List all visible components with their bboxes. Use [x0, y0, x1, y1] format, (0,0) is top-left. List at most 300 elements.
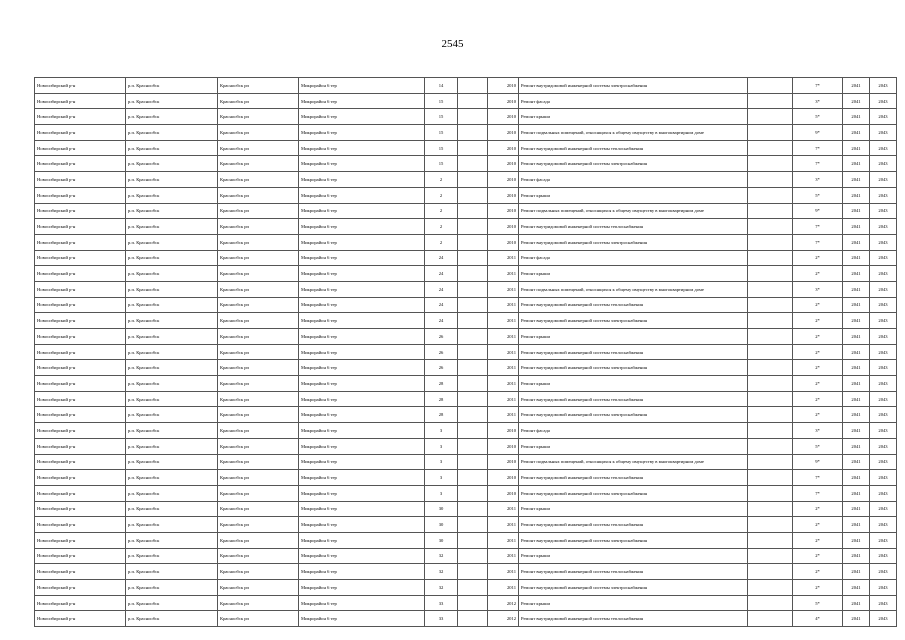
house-number-cell: 24: [425, 297, 458, 313]
locality-cell: Краснообск рп: [218, 580, 299, 596]
table-row: [35, 501, 897, 517]
period-cell: 9*: [793, 454, 843, 470]
work-type-cell: Ремонт крыши: [519, 109, 748, 125]
district-cell: Новосибирский р-н: [35, 266, 126, 282]
street-cell: Микрорайон 6 тер: [299, 313, 425, 329]
house-number-cell: 15: [425, 93, 458, 109]
work-type-cell: Ремонт внутридомовой инженерной системы теплоснабжения: [519, 344, 748, 360]
work-type-cell: Ремонт внутридомовой инженерной системы электроснабжения: [519, 532, 748, 548]
district-cell: Новосибирский р-н: [35, 234, 126, 250]
work-type-cell: Ремонт внутридомовой инженерной системы теплоснабжения: [519, 391, 748, 407]
start-year-cell: 2041: [843, 125, 870, 141]
district-cell: Новосибирский р-н: [35, 93, 126, 109]
building-cell: [458, 454, 488, 470]
building-cell: [458, 407, 488, 423]
district-cell: Новосибирский р-н: [35, 391, 126, 407]
table-row: [35, 344, 897, 360]
blank-cell: [748, 203, 793, 219]
settlement-cell: р.п. Краснообск: [126, 109, 218, 125]
work-type-cell: Ремонт внутридомовой инженерной системы теплоснабжения: [519, 219, 748, 235]
end-year-cell: 2043: [870, 172, 897, 188]
settlement-cell: р.п. Краснообск: [126, 532, 218, 548]
start-year-cell: 2041: [843, 329, 870, 345]
year-cell: 2011: [488, 360, 519, 376]
house-number-cell: 24: [425, 266, 458, 282]
street-cell: Микрорайон 6 тер: [299, 595, 425, 611]
start-year-cell: 2041: [843, 391, 870, 407]
end-year-cell: 2043: [870, 611, 897, 627]
start-year-cell: 2041: [843, 501, 870, 517]
district-cell: Новосибирский р-н: [35, 203, 126, 219]
table-row: [35, 281, 897, 297]
house-number-cell: 3: [425, 485, 458, 501]
period-cell: 9*: [793, 203, 843, 219]
district-cell: Новосибирский р-н: [35, 109, 126, 125]
street-cell: Микрорайон 6 тер: [299, 281, 425, 297]
table-row: [35, 548, 897, 564]
table-row: [35, 140, 897, 156]
street-cell: Микрорайон 6 тер: [299, 470, 425, 486]
year-cell: 2011: [488, 297, 519, 313]
period-cell: 7*: [793, 156, 843, 172]
district-cell: Новосибирский р-н: [35, 611, 126, 627]
district-cell: Новосибирский р-н: [35, 501, 126, 517]
building-cell: [458, 438, 488, 454]
start-year-cell: 2041: [843, 172, 870, 188]
period-cell: 7*: [793, 78, 843, 94]
street-cell: Микрорайон 6 тер: [299, 125, 425, 141]
settlement-cell: р.п. Краснообск: [126, 281, 218, 297]
year-cell: 2010: [488, 125, 519, 141]
work-type-cell: Ремонт крыши: [519, 266, 748, 282]
end-year-cell: 2043: [870, 329, 897, 345]
end-year-cell: 2043: [870, 438, 897, 454]
street-cell: Микрорайон 6 тер: [299, 234, 425, 250]
house-number-cell: 3: [425, 423, 458, 439]
settlement-cell: р.п. Краснообск: [126, 297, 218, 313]
blank-cell: [748, 140, 793, 156]
district-cell: Новосибирский р-н: [35, 281, 126, 297]
end-year-cell: 2043: [870, 219, 897, 235]
period-cell: 2*: [793, 360, 843, 376]
work-type-cell: Ремонт внутридомовой инженерной системы теплоснабжения: [519, 611, 748, 627]
locality-cell: Краснообск рп: [218, 281, 299, 297]
table-row: [35, 93, 897, 109]
locality-cell: Краснообск рп: [218, 485, 299, 501]
work-type-cell: Ремонт внутридомовой инженерной системы электроснабжения: [519, 156, 748, 172]
locality-cell: Краснообск рп: [218, 313, 299, 329]
house-number-cell: 15: [425, 140, 458, 156]
period-cell: 2*: [793, 313, 843, 329]
start-year-cell: 2041: [843, 266, 870, 282]
house-number-cell: 30: [425, 501, 458, 517]
settlement-cell: р.п. Краснообск: [126, 564, 218, 580]
building-cell: [458, 595, 488, 611]
work-type-cell: Ремонт крыши: [519, 501, 748, 517]
blank-cell: [748, 595, 793, 611]
blank-cell: [748, 580, 793, 596]
street-cell: Микрорайон 6 тер: [299, 376, 425, 392]
building-cell: [458, 266, 488, 282]
district-cell: Новосибирский р-н: [35, 172, 126, 188]
settlement-cell: р.п. Краснообск: [126, 125, 218, 141]
building-cell: [458, 580, 488, 596]
blank-cell: [748, 564, 793, 580]
settlement-cell: р.п. Краснообск: [126, 517, 218, 533]
locality-cell: Краснообск рп: [218, 172, 299, 188]
start-year-cell: 2041: [843, 595, 870, 611]
end-year-cell: 2043: [870, 281, 897, 297]
district-cell: Новосибирский р-н: [35, 313, 126, 329]
house-number-cell: 32: [425, 548, 458, 564]
settlement-cell: р.п. Краснообск: [126, 187, 218, 203]
street-cell: Микрорайон 6 тер: [299, 485, 425, 501]
building-cell: [458, 234, 488, 250]
building-cell: [458, 313, 488, 329]
work-type-cell: Ремонт крыши: [519, 376, 748, 392]
locality-cell: Краснообск рп: [218, 611, 299, 627]
locality-cell: Краснообск рп: [218, 517, 299, 533]
building-cell: [458, 391, 488, 407]
period-cell: 2*: [793, 580, 843, 596]
end-year-cell: 2043: [870, 360, 897, 376]
house-number-cell: 14: [425, 78, 458, 94]
settlement-cell: р.п. Краснообск: [126, 78, 218, 94]
table-row: [35, 391, 897, 407]
work-type-cell: Ремонт внутридомовой инженерной системы электроснабжения: [519, 407, 748, 423]
building-cell: [458, 564, 488, 580]
blank-cell: [748, 234, 793, 250]
year-cell: 2010: [488, 109, 519, 125]
table-row: [35, 485, 897, 501]
year-cell: 2012: [488, 611, 519, 627]
blank-cell: [748, 470, 793, 486]
end-year-cell: 2043: [870, 564, 897, 580]
building-cell: [458, 281, 488, 297]
street-cell: Микрорайон 6 тер: [299, 501, 425, 517]
table-row: [35, 470, 897, 486]
blank-cell: [748, 329, 793, 345]
table-row: [35, 360, 897, 376]
year-cell: 2010: [488, 93, 519, 109]
table-row: [35, 313, 897, 329]
building-cell: [458, 376, 488, 392]
work-type-cell: Ремонт внутридомовой инженерной системы электроснабжения: [519, 485, 748, 501]
blank-cell: [748, 172, 793, 188]
period-cell: 5*: [793, 109, 843, 125]
settlement-cell: р.п. Краснообск: [126, 548, 218, 564]
building-cell: [458, 78, 488, 94]
building-cell: [458, 219, 488, 235]
period-cell: 7*: [793, 470, 843, 486]
street-cell: Микрорайон 6 тер: [299, 391, 425, 407]
end-year-cell: 2043: [870, 125, 897, 141]
table-row: [35, 517, 897, 533]
district-cell: Новосибирский р-н: [35, 156, 126, 172]
locality-cell: Краснообск рп: [218, 234, 299, 250]
settlement-cell: р.п. Краснообск: [126, 438, 218, 454]
settlement-cell: р.п. Краснообск: [126, 344, 218, 360]
settlement-cell: р.п. Краснообск: [126, 580, 218, 596]
building-cell: [458, 172, 488, 188]
street-cell: Микрорайон 6 тер: [299, 564, 425, 580]
house-number-cell: 24: [425, 313, 458, 329]
period-cell: 5*: [793, 438, 843, 454]
blank-cell: [748, 281, 793, 297]
locality-cell: Краснообск рп: [218, 93, 299, 109]
house-number-cell: 33: [425, 595, 458, 611]
table-row: [35, 580, 897, 596]
table-row: [35, 250, 897, 266]
district-cell: Новосибирский р-н: [35, 438, 126, 454]
work-type-cell: Ремонт подвальных помещений, относящихся к общему имуществу в многоквартирном доме: [519, 125, 748, 141]
blank-cell: [748, 548, 793, 564]
locality-cell: Краснообск рп: [218, 125, 299, 141]
end-year-cell: 2043: [870, 517, 897, 533]
repair-schedule-table: [34, 77, 897, 627]
period-cell: 3*: [793, 281, 843, 297]
settlement-cell: р.п. Краснообск: [126, 234, 218, 250]
street-cell: Микрорайон 6 тер: [299, 407, 425, 423]
street-cell: Микрорайон 6 тер: [299, 438, 425, 454]
year-cell: 2010: [488, 78, 519, 94]
blank-cell: [748, 501, 793, 517]
street-cell: Микрорайон 6 тер: [299, 297, 425, 313]
settlement-cell: р.п. Краснообск: [126, 595, 218, 611]
end-year-cell: 2043: [870, 391, 897, 407]
start-year-cell: 2041: [843, 203, 870, 219]
house-number-cell: 2: [425, 187, 458, 203]
work-type-cell: Ремонт внутридомовой инженерной системы теплоснабжения: [519, 564, 748, 580]
table-row: [35, 611, 897, 627]
blank-cell: [748, 297, 793, 313]
house-number-cell: 26: [425, 344, 458, 360]
end-year-cell: 2043: [870, 109, 897, 125]
end-year-cell: 2043: [870, 595, 897, 611]
building-cell: [458, 156, 488, 172]
work-type-cell: Ремонт внутридомовой инженерной системы теплоснабжения: [519, 297, 748, 313]
table-row: [35, 125, 897, 141]
house-number-cell: 2: [425, 172, 458, 188]
street-cell: Микрорайон 6 тер: [299, 140, 425, 156]
start-year-cell: 2041: [843, 250, 870, 266]
street-cell: Микрорайон 6 тер: [299, 203, 425, 219]
page-number: 2545: [441, 38, 464, 50]
district-cell: Новосибирский р-н: [35, 454, 126, 470]
settlement-cell: р.п. Краснообск: [126, 485, 218, 501]
house-number-cell: 28: [425, 391, 458, 407]
district-cell: Новосибирский р-н: [35, 297, 126, 313]
street-cell: Микрорайон 6 тер: [299, 109, 425, 125]
settlement-cell: р.п. Краснообск: [126, 266, 218, 282]
settlement-cell: р.п. Краснообск: [126, 313, 218, 329]
year-cell: 2010: [488, 423, 519, 439]
house-number-cell: 3: [425, 454, 458, 470]
year-cell: 2011: [488, 266, 519, 282]
locality-cell: Краснообск рп: [218, 360, 299, 376]
district-cell: Новосибирский р-н: [35, 564, 126, 580]
building-cell: [458, 93, 488, 109]
table-row: [35, 407, 897, 423]
table-row: [35, 329, 897, 345]
end-year-cell: 2043: [870, 344, 897, 360]
work-type-cell: Ремонт внутридомовой инженерной системы электроснабжения: [519, 360, 748, 376]
year-cell: 2011: [488, 376, 519, 392]
blank-cell: [748, 360, 793, 376]
street-cell: Микрорайон 6 тер: [299, 532, 425, 548]
blank-cell: [748, 517, 793, 533]
work-type-cell: Ремонт внутридомовой инженерной системы теплоснабжения: [519, 140, 748, 156]
work-type-cell: Ремонт внутридомовой инженерной системы электроснабжения: [519, 313, 748, 329]
period-cell: 7*: [793, 485, 843, 501]
period-cell: 7*: [793, 140, 843, 156]
start-year-cell: 2041: [843, 423, 870, 439]
building-cell: [458, 203, 488, 219]
start-year-cell: 2041: [843, 548, 870, 564]
end-year-cell: 2043: [870, 376, 897, 392]
settlement-cell: р.п. Краснообск: [126, 93, 218, 109]
blank-cell: [748, 423, 793, 439]
locality-cell: Краснообск рп: [218, 297, 299, 313]
street-cell: Микрорайон 6 тер: [299, 187, 425, 203]
blank-cell: [748, 313, 793, 329]
house-number-cell: 26: [425, 329, 458, 345]
settlement-cell: р.п. Краснообск: [126, 470, 218, 486]
district-cell: Новосибирский р-н: [35, 219, 126, 235]
start-year-cell: 2041: [843, 219, 870, 235]
settlement-cell: р.п. Краснообск: [126, 611, 218, 627]
year-cell: 2011: [488, 564, 519, 580]
district-cell: Новосибирский р-н: [35, 548, 126, 564]
building-cell: [458, 360, 488, 376]
year-cell: 2010: [488, 219, 519, 235]
blank-cell: [748, 438, 793, 454]
year-cell: 2011: [488, 313, 519, 329]
district-cell: Новосибирский р-н: [35, 595, 126, 611]
start-year-cell: 2041: [843, 532, 870, 548]
blank-cell: [748, 485, 793, 501]
start-year-cell: 2041: [843, 234, 870, 250]
locality-cell: Краснообск рп: [218, 407, 299, 423]
table-row: [35, 172, 897, 188]
building-cell: [458, 187, 488, 203]
street-cell: Микрорайон 6 тер: [299, 344, 425, 360]
start-year-cell: 2041: [843, 313, 870, 329]
locality-cell: Краснообск рп: [218, 470, 299, 486]
table-row: [35, 595, 897, 611]
locality-cell: Краснообск рп: [218, 501, 299, 517]
locality-cell: Краснообск рп: [218, 250, 299, 266]
district-cell: Новосибирский р-н: [35, 329, 126, 345]
work-type-cell: Ремонт крыши: [519, 595, 748, 611]
end-year-cell: 2043: [870, 501, 897, 517]
locality-cell: Краснообск рп: [218, 548, 299, 564]
end-year-cell: 2043: [870, 250, 897, 266]
year-cell: 2010: [488, 187, 519, 203]
year-cell: 2011: [488, 580, 519, 596]
table-row: [35, 234, 897, 250]
work-type-cell: Ремонт фасада: [519, 93, 748, 109]
end-year-cell: 2043: [870, 78, 897, 94]
district-cell: Новосибирский р-н: [35, 360, 126, 376]
house-number-cell: 2: [425, 219, 458, 235]
period-cell: 3*: [793, 93, 843, 109]
blank-cell: [748, 78, 793, 94]
locality-cell: Краснообск рп: [218, 187, 299, 203]
end-year-cell: 2043: [870, 203, 897, 219]
year-cell: 2011: [488, 344, 519, 360]
district-cell: Новосибирский р-н: [35, 376, 126, 392]
period-cell: 2*: [793, 297, 843, 313]
year-cell: 2010: [488, 454, 519, 470]
house-number-cell: 28: [425, 376, 458, 392]
work-type-cell: Ремонт крыши: [519, 187, 748, 203]
period-cell: 2*: [793, 407, 843, 423]
building-cell: [458, 532, 488, 548]
period-cell: 9*: [793, 125, 843, 141]
table-row: [35, 78, 897, 94]
year-cell: 2011: [488, 391, 519, 407]
end-year-cell: 2043: [870, 548, 897, 564]
street-cell: Микрорайон 6 тер: [299, 360, 425, 376]
street-cell: Микрорайон 6 тер: [299, 266, 425, 282]
street-cell: Микрорайон 6 тер: [299, 329, 425, 345]
district-cell: Новосибирский р-н: [35, 187, 126, 203]
end-year-cell: 2043: [870, 234, 897, 250]
blank-cell: [748, 250, 793, 266]
period-cell: 2*: [793, 548, 843, 564]
blank-cell: [748, 376, 793, 392]
house-number-cell: 32: [425, 580, 458, 596]
year-cell: 2011: [488, 501, 519, 517]
settlement-cell: р.п. Краснообск: [126, 391, 218, 407]
district-cell: Новосибирский р-н: [35, 140, 126, 156]
table-row: [35, 454, 897, 470]
period-cell: 7*: [793, 234, 843, 250]
building-cell: [458, 329, 488, 345]
blank-cell: [748, 611, 793, 627]
settlement-cell: р.п. Краснообск: [126, 329, 218, 345]
building-cell: [458, 109, 488, 125]
blank-cell: [748, 532, 793, 548]
period-cell: 2*: [793, 501, 843, 517]
district-cell: Новосибирский р-н: [35, 517, 126, 533]
table-body: [35, 78, 897, 627]
building-cell: [458, 250, 488, 266]
house-number-cell: 32: [425, 564, 458, 580]
building-cell: [458, 297, 488, 313]
street-cell: Микрорайон 6 тер: [299, 517, 425, 533]
year-cell: 2010: [488, 203, 519, 219]
table-row: [35, 266, 897, 282]
locality-cell: Краснообск рп: [218, 203, 299, 219]
house-number-cell: 3: [425, 438, 458, 454]
blank-cell: [748, 156, 793, 172]
table-row: [35, 297, 897, 313]
end-year-cell: 2043: [870, 313, 897, 329]
house-number-cell: 15: [425, 156, 458, 172]
start-year-cell: 2041: [843, 360, 870, 376]
district-cell: Новосибирский р-н: [35, 78, 126, 94]
settlement-cell: р.п. Краснообск: [126, 501, 218, 517]
start-year-cell: 2041: [843, 297, 870, 313]
district-cell: Новосибирский р-н: [35, 485, 126, 501]
blank-cell: [748, 407, 793, 423]
locality-cell: Краснообск рп: [218, 266, 299, 282]
year-cell: 2010: [488, 470, 519, 486]
settlement-cell: р.п. Краснообск: [126, 407, 218, 423]
street-cell: Микрорайон 6 тер: [299, 172, 425, 188]
